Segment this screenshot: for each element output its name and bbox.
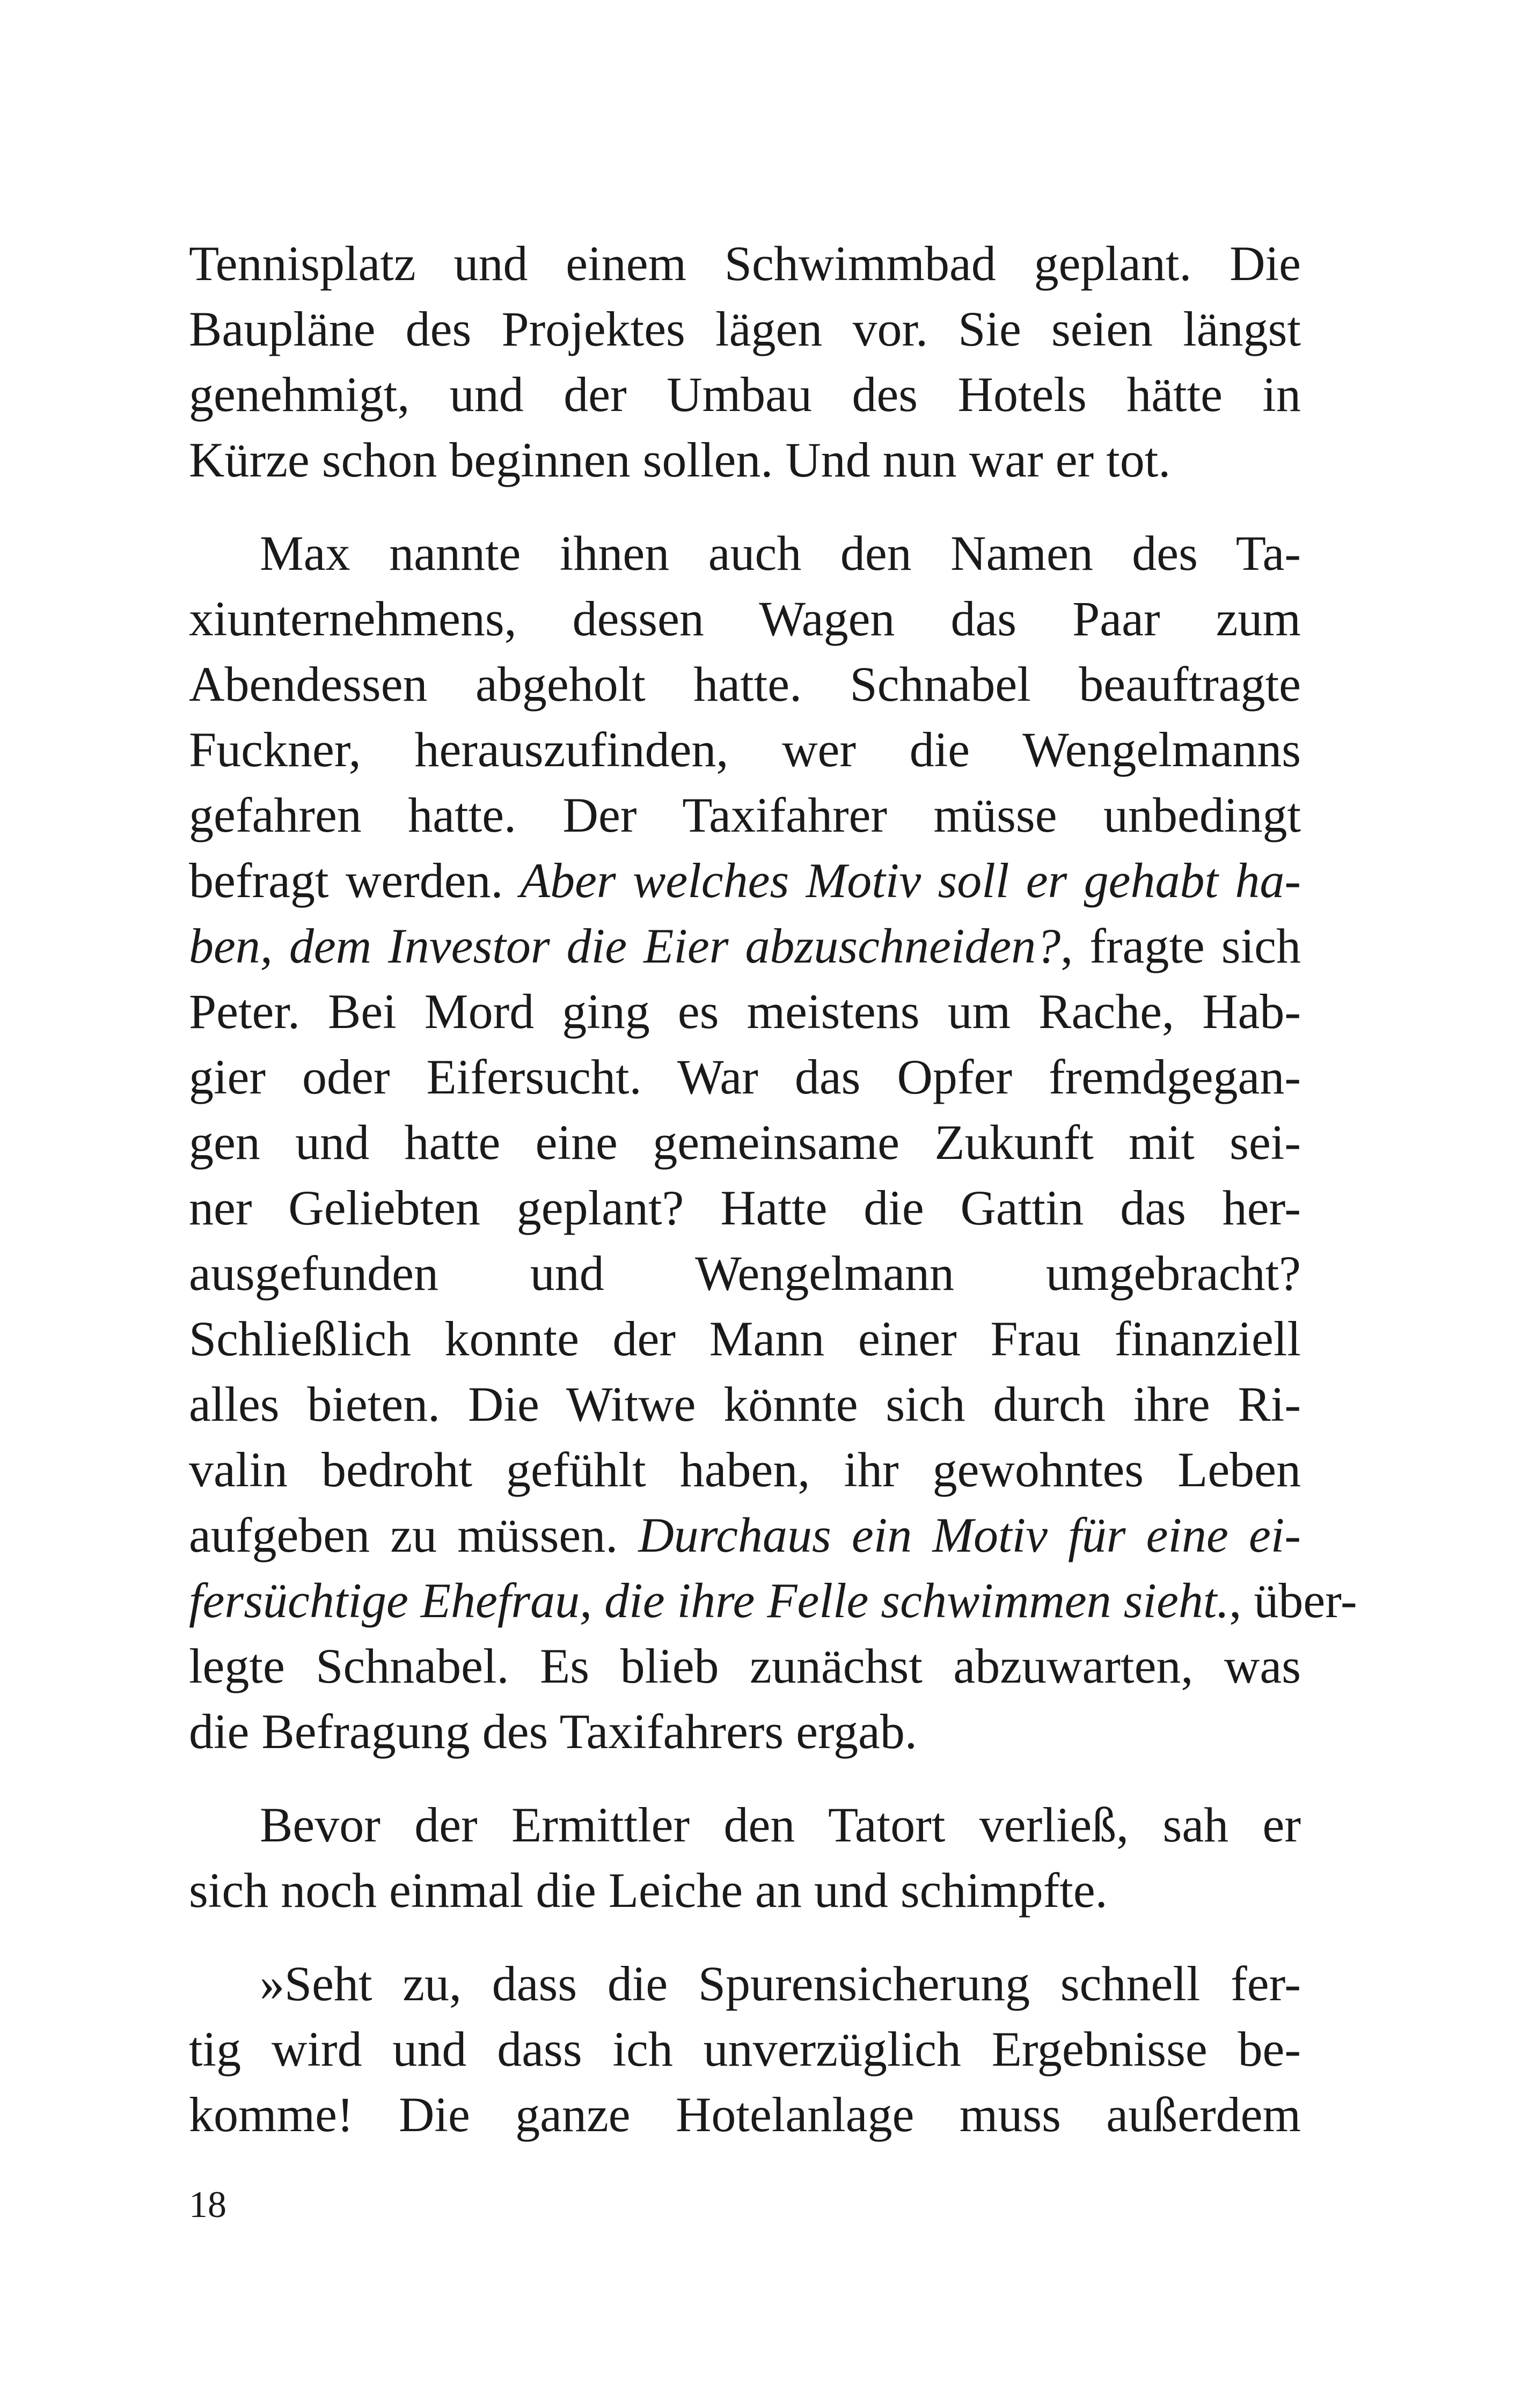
text-line	[189, 848, 1301, 913]
italic-segment: ben, dem Investor die Eier abzuschneiden?	[189, 919, 1061, 973]
text-segment: tig wird und dass ich unverzüglich Ergebnisse be-	[189, 2022, 1301, 2076]
text-line	[189, 651, 1301, 717]
text-line	[189, 782, 1301, 848]
text-line	[189, 296, 1301, 362]
text-line	[189, 1792, 1301, 1858]
text-line	[189, 2082, 1301, 2147]
text-line	[189, 1951, 1301, 2016]
text-line	[189, 1306, 1301, 1371]
paragraph-2	[189, 520, 1357, 1764]
text-segment: Baupläne des Projektes lägen vor. Sie seien längst	[189, 302, 1301, 356]
book-page-body	[189, 231, 1357, 2147]
paragraph-1	[189, 231, 1301, 493]
text-segment: alles bieten. Die Witwe könnte sich durch ihre Ri-	[189, 1377, 1301, 1431]
text-segment: valin bedroht gefühlt haben, ihr gewohntes Leben	[189, 1442, 1301, 1497]
italic-segment: Durchaus ein Motiv für eine ei-	[638, 1508, 1301, 1562]
text-line	[189, 1502, 1301, 1568]
text-line	[189, 1699, 1301, 1764]
text-line	[189, 2016, 1301, 2082]
text-line	[189, 1371, 1301, 1437]
text-line	[189, 979, 1301, 1044]
text-line	[189, 427, 1301, 493]
text-line	[189, 1110, 1301, 1175]
text-line	[189, 1437, 1301, 1502]
text-line	[189, 231, 1301, 296]
text-segment: gen und hatte eine gemeinsame Zukunft mit sei-	[189, 1115, 1301, 1170]
text-line	[189, 520, 1301, 586]
text-segment: die Befragung des Taxifahrers ergab.	[189, 1704, 917, 1759]
text-segment: Abendessen abgeholt hatte. Schnabel beauftragte	[189, 657, 1301, 711]
text-line	[189, 717, 1301, 782]
text-segment: Fuckner, herauszufinden, wer die Wengelmanns	[189, 722, 1301, 777]
text-segment: »Seht zu, dass die Spurensicherung schnell fer-	[260, 1956, 1301, 2011]
text-segment: komme! Die ganze Hotelanlage muss außerdem	[189, 2087, 1301, 2142]
text-segment: Bevor der Ermittler den Tatort verließ, sah er	[260, 1797, 1301, 1852]
text-segment: Max nannte ihnen auch den Namen des Ta-	[260, 526, 1301, 581]
text-segment: Schließlich konnte der Mann einer Frau finanziell	[189, 1311, 1301, 1366]
paragraph-3	[189, 1792, 1301, 1923]
text-line	[189, 586, 1301, 651]
text-segment: gier oder Eifersucht. War das Opfer fremdgegan-	[189, 1049, 1301, 1104]
text-line	[189, 362, 1301, 427]
paragraph-4	[189, 1951, 1301, 2147]
text-segment: ausgefunden und Wengelmann umgebracht?	[189, 1246, 1301, 1301]
text-segment: , über-	[1229, 1573, 1357, 1628]
text-segment: ner Geliebten geplant? Hatte die Gattin das her-	[189, 1180, 1301, 1235]
text-line	[189, 1568, 1357, 1633]
text-segment: befragt werden.	[189, 853, 520, 908]
italic-segment: fersüchtige Ehefrau, die ihre Felle schwimmen sieht.	[189, 1573, 1230, 1628]
text-segment: , fragte sich	[1060, 919, 1301, 973]
page-number: 18	[189, 2184, 226, 2226]
text-segment: aufgeben zu müssen.	[189, 1508, 639, 1562]
text-line	[189, 1858, 1301, 1923]
text-segment: Tennisplatz und einem Schwimmbad geplant. Die	[189, 236, 1301, 291]
text-segment: Peter. Bei Mord ging es meistens um Rache, Hab-	[189, 984, 1301, 1039]
text-line	[189, 1633, 1301, 1699]
italic-segment: Aber welches Motiv soll er gehabt ha-	[519, 853, 1301, 908]
text-line	[189, 1240, 1301, 1306]
text-segment: Kürze schon beginnen sollen. Und nun war er tot.	[189, 432, 1171, 487]
text-segment: xiunternehmens, dessen Wagen das Paar zum	[189, 591, 1301, 646]
text-segment: legte Schnabel. Es blieb zunächst abzuwarten, was	[189, 1639, 1301, 1693]
text-segment: gefahren hatte. Der Taxifahrer müsse unbedingt	[189, 788, 1301, 842]
text-segment: genehmigt, und der Umbau des Hotels hätte in	[189, 367, 1301, 422]
text-line	[189, 1175, 1301, 1240]
text-segment: sich noch einmal die Leiche an und schimpfte.	[189, 1863, 1108, 1918]
text-line	[189, 1044, 1301, 1110]
text-line	[189, 913, 1301, 979]
